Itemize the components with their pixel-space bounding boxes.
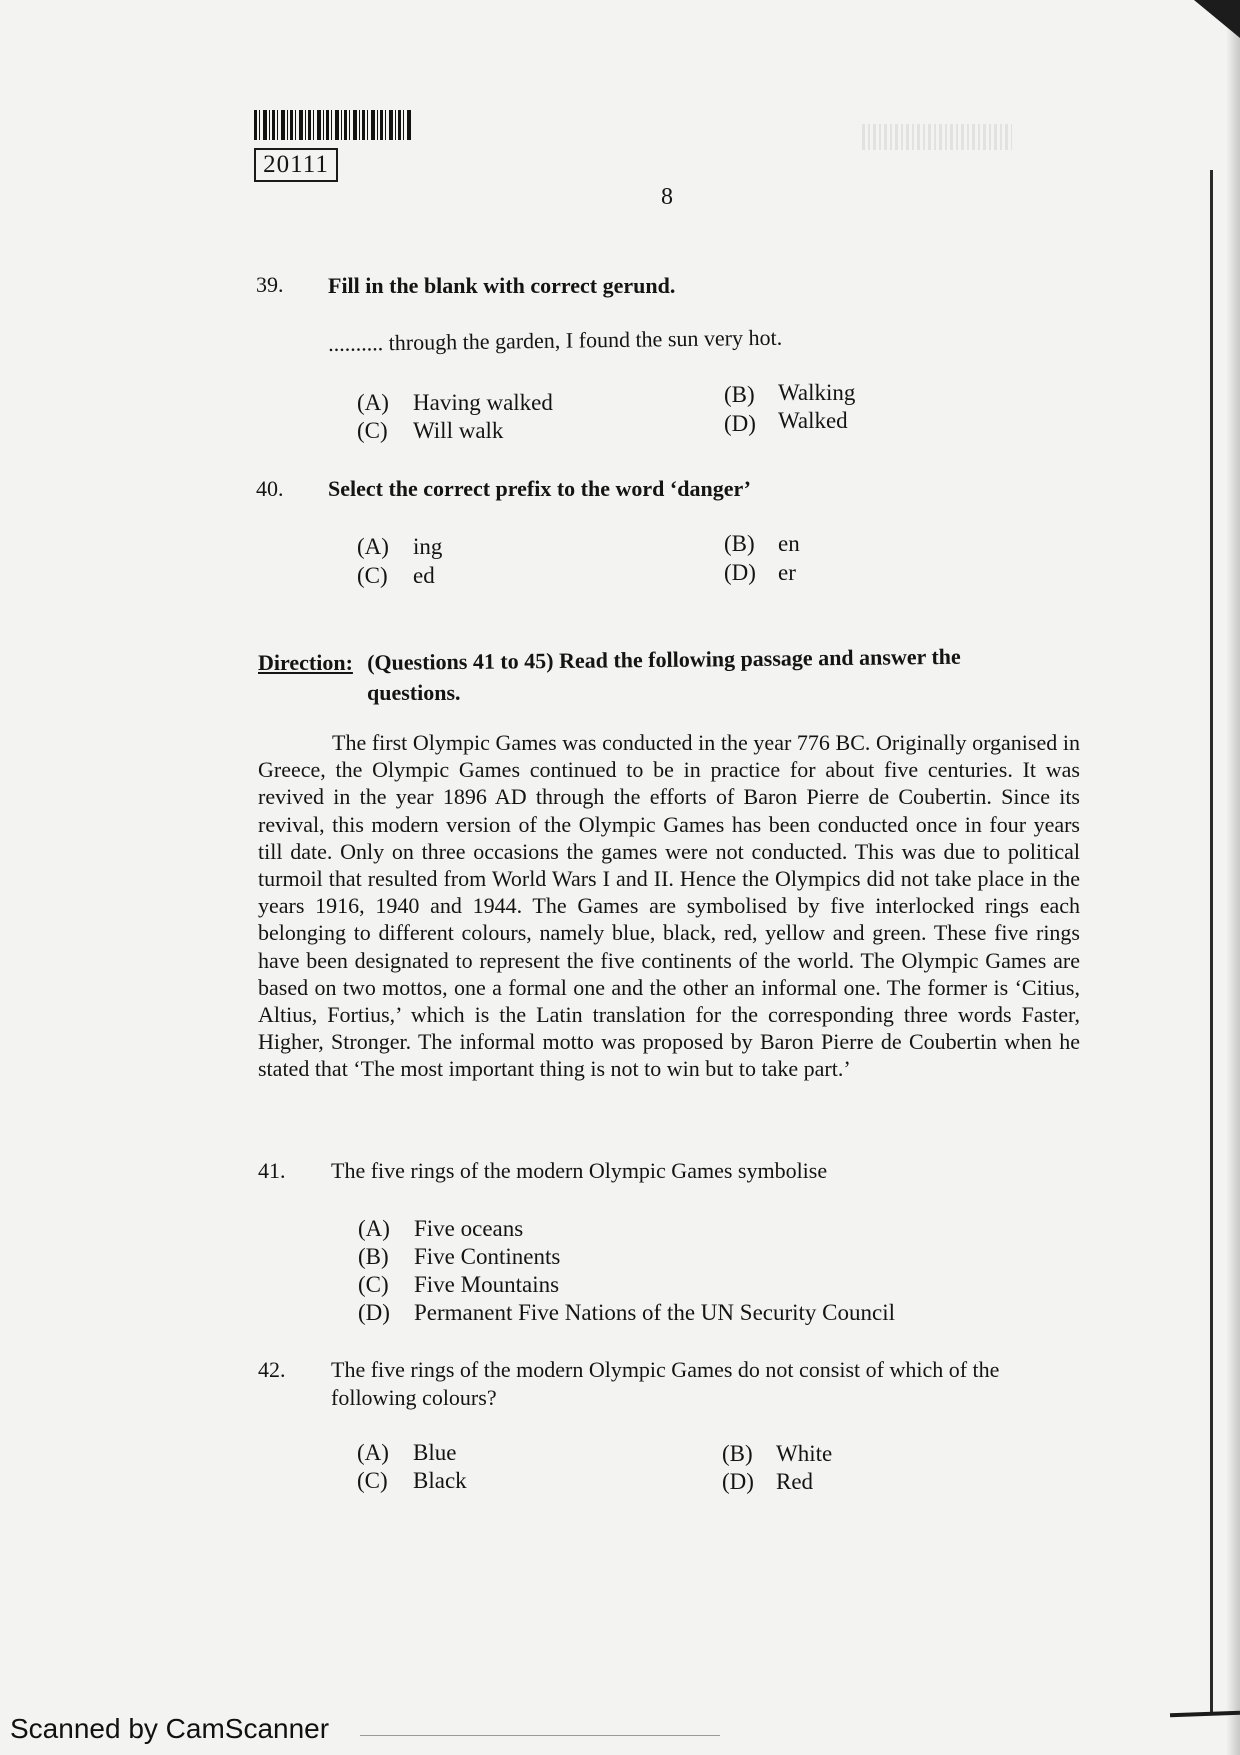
scanner-credit: Scanned by CamScanner bbox=[10, 1713, 330, 1744]
question-number: 42. bbox=[258, 1357, 286, 1382]
option-key: (D) bbox=[358, 1300, 390, 1325]
option-key: (B) bbox=[722, 1441, 753, 1466]
option-text: ing bbox=[413, 534, 443, 559]
option-text: Blue bbox=[413, 1440, 457, 1465]
option-key: (D) bbox=[722, 1469, 754, 1494]
option-text: Walking bbox=[778, 380, 856, 405]
bleed-through-barcode bbox=[862, 124, 1012, 150]
question-prompt: Select the correct prefix to the word ‘danger’ bbox=[328, 476, 751, 501]
option-key: (D) bbox=[724, 411, 756, 436]
option-text: ed bbox=[413, 563, 435, 588]
question-sentence: .......... through the garden, I found the sun very hot. bbox=[328, 324, 783, 356]
option-key: (C) bbox=[357, 1468, 388, 1493]
page-number: 8 bbox=[661, 184, 673, 210]
option-key: (C) bbox=[358, 1272, 389, 1297]
direction-text-continued: questions. bbox=[367, 680, 461, 705]
question-number: 41. bbox=[258, 1158, 286, 1183]
footer-rule bbox=[360, 1735, 720, 1736]
direction-text: (Questions 41 to 45) Read the following passage and answer the bbox=[367, 643, 961, 675]
option-text: Walked bbox=[778, 408, 848, 433]
option-key: (A) bbox=[357, 534, 389, 559]
option-text: White bbox=[776, 1441, 833, 1466]
page-corner-fold bbox=[1194, 0, 1240, 38]
option-key: (A) bbox=[357, 1440, 389, 1465]
option-key: (B) bbox=[358, 1244, 389, 1269]
paper-code: 20111 bbox=[254, 148, 338, 182]
option-text: en bbox=[778, 531, 800, 556]
option-key: (B) bbox=[724, 382, 755, 407]
option-key: (A) bbox=[358, 1216, 390, 1241]
option-text: Will walk bbox=[413, 418, 504, 443]
option-text: Having walked bbox=[413, 390, 553, 415]
option-text: Five Mountains bbox=[414, 1272, 560, 1297]
barcode bbox=[254, 110, 412, 140]
question-prompt: The five rings of the modern Olympic Games do not consist of which of the bbox=[331, 1357, 1000, 1382]
question-prompt: Fill in the blank with correct gerund. bbox=[328, 273, 676, 298]
option-text: Five Continents bbox=[414, 1244, 561, 1269]
option-text: Five oceans bbox=[414, 1216, 524, 1241]
option-text: Red bbox=[776, 1469, 814, 1494]
question-prompt: The five rings of the modern Olympic Games symbolise bbox=[331, 1158, 828, 1183]
option-text: Permanent Five Nations of the UN Security Council bbox=[414, 1300, 896, 1325]
question-number: 40. bbox=[256, 476, 284, 501]
direction-label: Direction: bbox=[258, 650, 353, 675]
option-key: (C) bbox=[357, 418, 388, 443]
page-edge-shadow bbox=[1226, 0, 1240, 1755]
option-key: (A) bbox=[357, 390, 389, 415]
scan-edge-line bbox=[1210, 170, 1213, 1715]
question-prompt-continued: following colours? bbox=[331, 1385, 497, 1410]
reading-passage bbox=[258, 729, 1080, 1083]
question-number: 39. bbox=[256, 272, 284, 297]
option-key: (D) bbox=[724, 560, 756, 585]
option-key: (B) bbox=[724, 531, 755, 556]
option-key: (C) bbox=[357, 563, 388, 588]
option-text: er bbox=[778, 560, 796, 585]
passage-paragraph: The first Olympic Games was conducted in the year 776 BC. Originally organised in Greece, the Olympic Games continued to be in practice for about five centuries. It was revived in the year 1896 AD through the efforts of Baron Pierre de Coubertin. Since its revival, this modern version of the Olympic Games has been conducted once in four years till date. Only on three occasions the games were not conducted. This was due to political turmoil that resulted from World Wars I and II. Hence the Olympics did not take place in the years 1916, 1940 and 1944. The Games are symbolised by five interlocked rings each belonging to different colours, namely blue, black, red, yellow and green. These five rings have been designated to represent the five continents of the world. The Olympic Games are based on two mottos, one a formal one and the other an informal one. The former is ‘Citius, Altius, Fortius,’ which is the Latin translation for the corresponding three words Faster, Higher, Stronger. The informal motto was proposed by Baron Pierre de Coubertin when he stated that ‘The most important thing is not to win but to take part.’ bbox=[258, 730, 1080, 1082]
option-text: Black bbox=[413, 1468, 467, 1493]
